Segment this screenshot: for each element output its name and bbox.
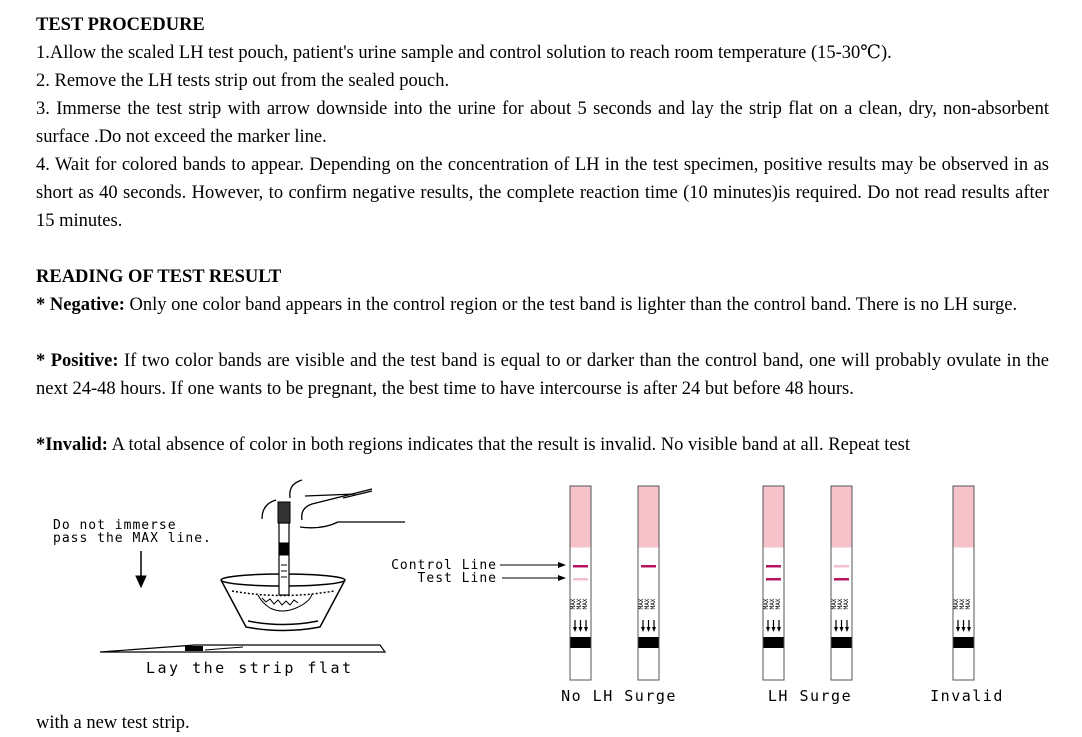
max-mark: MAX (965, 598, 972, 610)
strip-black-band (832, 637, 852, 648)
strip-black-band (764, 637, 784, 648)
caption-no-lh-surge: No LH Surge (561, 687, 677, 705)
result-negative (36, 291, 1049, 319)
flat-strip (100, 645, 385, 652)
max-mark: MAX (831, 598, 838, 610)
invalid-text: A total absence of color in both regions indicates that the result is invalid. No visible band at all. Repeat test (107, 435, 910, 455)
control-band (641, 565, 656, 568)
max-mark: MAX (837, 598, 844, 610)
strip-pink-cap (764, 487, 784, 548)
result-strips (570, 486, 974, 680)
max-mark: MAX (843, 598, 850, 610)
control-pointer-icon (500, 562, 566, 568)
procedure-heading: TEST PROCEDURE (36, 15, 205, 35)
control-band (573, 565, 588, 568)
procedure-step-2: 2. Remove the LH tests strip out from the sealed pouch. (36, 71, 450, 91)
positive-text: If two color bands are visible and the test band is equal to or darker than the control band, one will probably ovulate in the next 24-48 hours. If one wants to be pregnant, the best time to have intercourse is after 24 but before 48 hours. (36, 351, 1050, 399)
control-band (834, 565, 849, 568)
caption-lh-surge: LH Surge (767, 687, 853, 705)
test-pointer-icon (502, 575, 566, 581)
strip-no-surge-2 (638, 486, 659, 680)
reading-heading: READING OF TEST RESULT (36, 267, 282, 287)
invalid-continuation: with a new test strip. (36, 713, 190, 733)
strip-no-surge-1 (570, 486, 591, 680)
immersion-drawing (53, 480, 405, 677)
max-mark: MAX (644, 598, 651, 610)
max-mark: MAX (582, 598, 589, 610)
control-line-label: Control Line (391, 558, 497, 573)
max-mark: MAX (763, 598, 770, 610)
max-mark: MAX (650, 598, 657, 610)
test-line-label: Test Line (417, 571, 497, 586)
max-mark: MAX (775, 598, 782, 610)
strip-black-band (639, 637, 659, 648)
strip-black-band (954, 637, 974, 648)
strip-invalid (953, 486, 974, 680)
negative-text: Only one color band appears in the control region or the test band is lighter than the control band. There is no LH surge. (124, 295, 1018, 315)
strip-pink-cap (832, 487, 852, 548)
procedure-step-4: 4. Wait for colored bands to appear. Depending on the concentration of LH in the test specimen, positive results may be observed in as short as 40 seconds. However, to confirm negative results, the complete reaction time (10 minutes)is required. Do not read results after 15 minutes. (36, 155, 1049, 231)
max-mark: MAX (953, 598, 960, 610)
procedure-step-3: 3. Immerse the test strip with arrow downside into the urine for about 5 seconds and lay the strip flat on a clean, dry, non-absorbent surface .Do not exceed the marker line. (36, 99, 1049, 147)
immerse-note-line1: Do not immerse (53, 518, 177, 533)
max-mark: MAX (576, 598, 583, 610)
test-illustration (0, 470, 1082, 710)
lay-flat-label: Lay the strip flat (146, 659, 354, 677)
max-mark: MAX (959, 598, 966, 610)
test-band (834, 578, 849, 581)
invalid-label: *Invalid: (36, 435, 108, 455)
dipped-strip (278, 502, 290, 595)
max-mark: MAX (769, 598, 776, 610)
strip-pink-cap (571, 487, 591, 548)
result-positive (36, 347, 1049, 403)
result-invalid (36, 431, 1049, 459)
negative-label: * Negative: (36, 295, 125, 315)
strip-pink-cap (954, 487, 974, 548)
max-mark: MAX (570, 598, 577, 610)
strip-surge-1 (763, 486, 784, 680)
down-arrow-icon (136, 551, 146, 587)
test-band (766, 578, 781, 581)
procedure-step-1: 1.Allow the scaled LH test pouch, patient's urine sample and control solution to reach room temperature (15-30℃). (36, 43, 892, 63)
positive-label: * Positive: (36, 351, 119, 371)
max-mark: MAX (638, 598, 645, 610)
strip-pink-cap (639, 487, 659, 548)
strip-surge-2 (831, 486, 852, 680)
test-band (573, 578, 588, 581)
control-band (766, 565, 781, 568)
strip-black-band (571, 637, 591, 648)
immerse-note-line2: pass the MAX line. (53, 531, 212, 546)
caption-invalid: Invalid (930, 687, 1004, 705)
